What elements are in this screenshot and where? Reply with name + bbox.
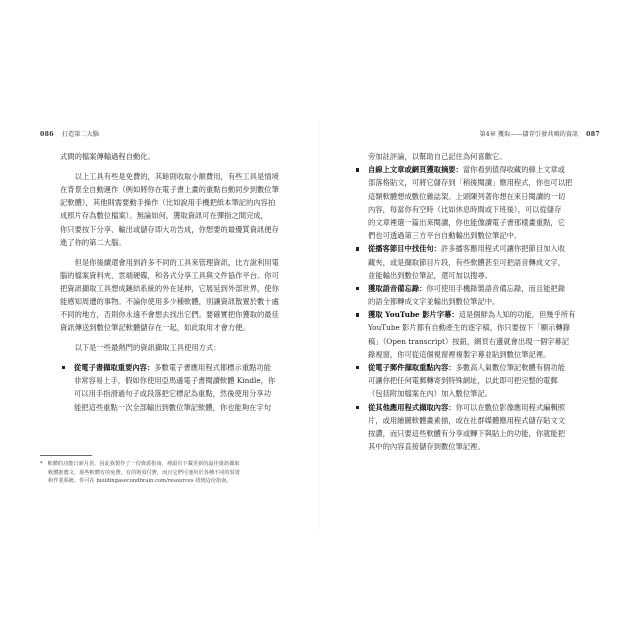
footnote-line: 軟體推薦文，那些軟體有的免費，有的則須付費，而且它們可運用於各種不同的裝置 — [48, 469, 240, 476]
paragraph — [60, 150, 282, 163]
bullet-text: 多數高人氣數位筆記軟體有個功能 — [455, 363, 566, 372]
bullet-icon — [356, 366, 359, 369]
bullet-item — [354, 163, 582, 242]
text-line: 藏夾，或是擷取節目片段，有些軟體甚至可把語音轉成文字， — [368, 257, 566, 267]
text-line: 稿」（Open transcript）按鈕，網頁右邊就會出現一個字幕記 — [368, 336, 570, 346]
text-line: 成照片存為數位檔案）。無論如何，獲取資訊可在彈指之間完成， — [60, 211, 268, 221]
right-page-number: 087 — [586, 131, 600, 138]
bullet-lead: 獲取 YouTube 影片字幕： — [368, 310, 459, 320]
paragraph — [60, 341, 282, 354]
bullet-lead: 從電子書擷取重要內容： — [74, 363, 155, 372]
footnote-line: 和作業系統。你可在 buildingasecondbrain.com/resources 找到這份指南。 — [48, 478, 232, 485]
paragraph — [60, 170, 282, 249]
text-line: 並能輸出到數位筆記，還可加以搜尋。 — [368, 270, 493, 280]
text-line: 記軟體），其他則需要動手操作（比如說用手機把紙本筆記的內容拍 — [60, 198, 276, 208]
bullet-text: 當你看到值得收藏的線上文章或 — [462, 165, 566, 175]
text-line: 部落格貼文，可將它儲存到「稍後閱讀」應用程式，你也可以把 — [368, 178, 573, 188]
footnote-rule — [40, 455, 92, 456]
bullet-item — [354, 282, 582, 308]
bullet-text: 許多播客應用程式可讓你把節目加入收 — [440, 244, 566, 254]
text-line: 的文章裡選一篇出來閱讀，你也能像讀電子書那樣畫重點，它 — [368, 217, 566, 227]
bullet-item — [354, 361, 582, 401]
right-page-header — [479, 129, 600, 138]
right-page-body — [354, 150, 582, 453]
text-line: 旁加註評論，以幫助自己記住為何喜歡它。 — [368, 152, 507, 161]
bullet-lead: 從電子郵件擷取重點內容： — [368, 363, 456, 372]
text-line: 片，或用繪圖軟體畫素描，或在社群媒體應用程式儲存貼文文 — [368, 415, 566, 425]
left-page-body — [60, 150, 282, 414]
text-line: 其中的內容直接儲存到數位筆記裡。 — [368, 442, 485, 452]
bullet-text: 這是個鮮為人知的功能，但幾乎所有 — [458, 310, 576, 320]
bullet-lead: 自線上文章或網頁獲取摘要： — [368, 165, 463, 175]
text-line: 式間的檔案傳輸過程自動化。 — [60, 152, 155, 161]
bullet-icon — [62, 366, 65, 369]
text-line: 不同的地方，否則你永遠不會想去找出它們。要確實把你獲取的最佳 — [60, 310, 279, 320]
bullet-lead: 從其他應用程式擷取內容： — [368, 402, 456, 412]
footnote-line: 軟體的功能日新月異，因此我製作了一份資源指南，裡頭有下載更新的最佳資訊擷取 — [47, 461, 240, 467]
bullet-item — [60, 361, 282, 414]
left-page-number: 086 — [40, 131, 54, 138]
text-line: 能把這些重點一次全部輸出到數位筆記軟體，你也能夠在字句 — [74, 402, 272, 412]
text-line: 資訊傳送到數位筆記軟體儲存在一起，如此取用才會方便。 — [60, 323, 250, 333]
bullet-lead: 從播客節目中找佳句： — [368, 244, 441, 254]
text-line: 把資訊擷取工具想成鏈結系統的外在延伸，它展延到外部世界，使你 — [60, 283, 279, 293]
text-line: 內容，每當你有空時（比如休息時間或下班後），可以從儲存 — [368, 204, 562, 214]
bullet-icon — [356, 313, 359, 316]
text-line: 腦的檔案資料夾、雲端硬碟，和各式分享工具與文件協作平台。你可 — [60, 270, 279, 280]
text-line: 可以用手指滑過句子或段落把它標記為重點，然後使用分享功 — [74, 389, 272, 399]
text-line: 以下是一些最熱門的資訊擷取工具使用方式： — [74, 343, 221, 353]
text-line: 這類軟體想成數位雜誌架。上頭陳列著你想在來日閱讀的一切 — [368, 191, 566, 201]
bullet-text: 多數電子書應用程式都標示重點功能 — [154, 363, 272, 372]
left-page-header — [40, 129, 99, 138]
footnote — [40, 460, 276, 486]
right-running-title: 第4章 獲取——儲存引發共鳴的資訊 — [479, 131, 579, 138]
bullet-text: 你可以在數位影像應用程式編輯照 — [455, 402, 566, 412]
text-line: 但是你後續還會用到許多不同的工具來管理資訊，比方說利用電 — [74, 257, 279, 267]
bullet-item — [354, 308, 582, 361]
bullet-icon — [356, 247, 359, 250]
bullet-lead: 獲取語音備忘錄： — [368, 283, 427, 293]
bullet-item — [354, 401, 582, 454]
bullet-text: 你可使用手機錄製語音備忘錄，而且能把錄 — [426, 283, 566, 293]
text-line: 可讓你把任何電郵轉寄到特殊網址，以此即可把完整的電郵 — [368, 376, 558, 386]
text-line: 們也可透過第三方平台自動輸出到數位筆記中。 — [368, 231, 522, 241]
text-line: 以上工具有些是免費的，其餘則收取小額費用，有些工具是情境 — [74, 171, 279, 181]
footnote-marker: * — [40, 461, 43, 467]
bullet-item — [354, 242, 582, 282]
left-running-title: 打造第二大腦 — [61, 131, 99, 138]
text-line: 錄視窗，你可從這個視窗裡複製字幕並貼到數位筆記裡。 — [368, 349, 551, 359]
text-line: 你只要按下分享、輸出或儲存即大功告成，你想要的最優質資訊便存 — [60, 224, 279, 234]
text-line: （包括附加檔案在內）加入數位筆記。 — [368, 389, 493, 399]
text-line: YouTube 影片都有自動產生的逐字稿，你只要按下「顯示轉錄 — [368, 323, 570, 333]
bullet-icon — [356, 406, 359, 409]
text-line: 能感知周遭的事物。不論你使用多少種軟體，別讓資訊散置於數十處 — [60, 297, 279, 307]
text-line: 按讚，而只要這些軟體有分享或轉下與貼上的功能，你就能把 — [368, 428, 566, 438]
paragraph — [60, 256, 282, 335]
right-page — [320, 0, 640, 640]
bullet-icon — [356, 287, 359, 290]
text-line: 在背景全自動運作（例如將你在電子書上畫的重點自動同步到數位筆 — [60, 184, 279, 194]
text-line: 的語全都轉成文字並輸出到數位筆記中。 — [368, 297, 500, 307]
text-line: 非常容易上手，假如你使用亞馬遜電子書閱讀軟體 Kindle，你 — [74, 376, 276, 386]
bullet-icon — [356, 168, 359, 171]
text-line: 進了你的第二大腦。 — [60, 237, 126, 247]
